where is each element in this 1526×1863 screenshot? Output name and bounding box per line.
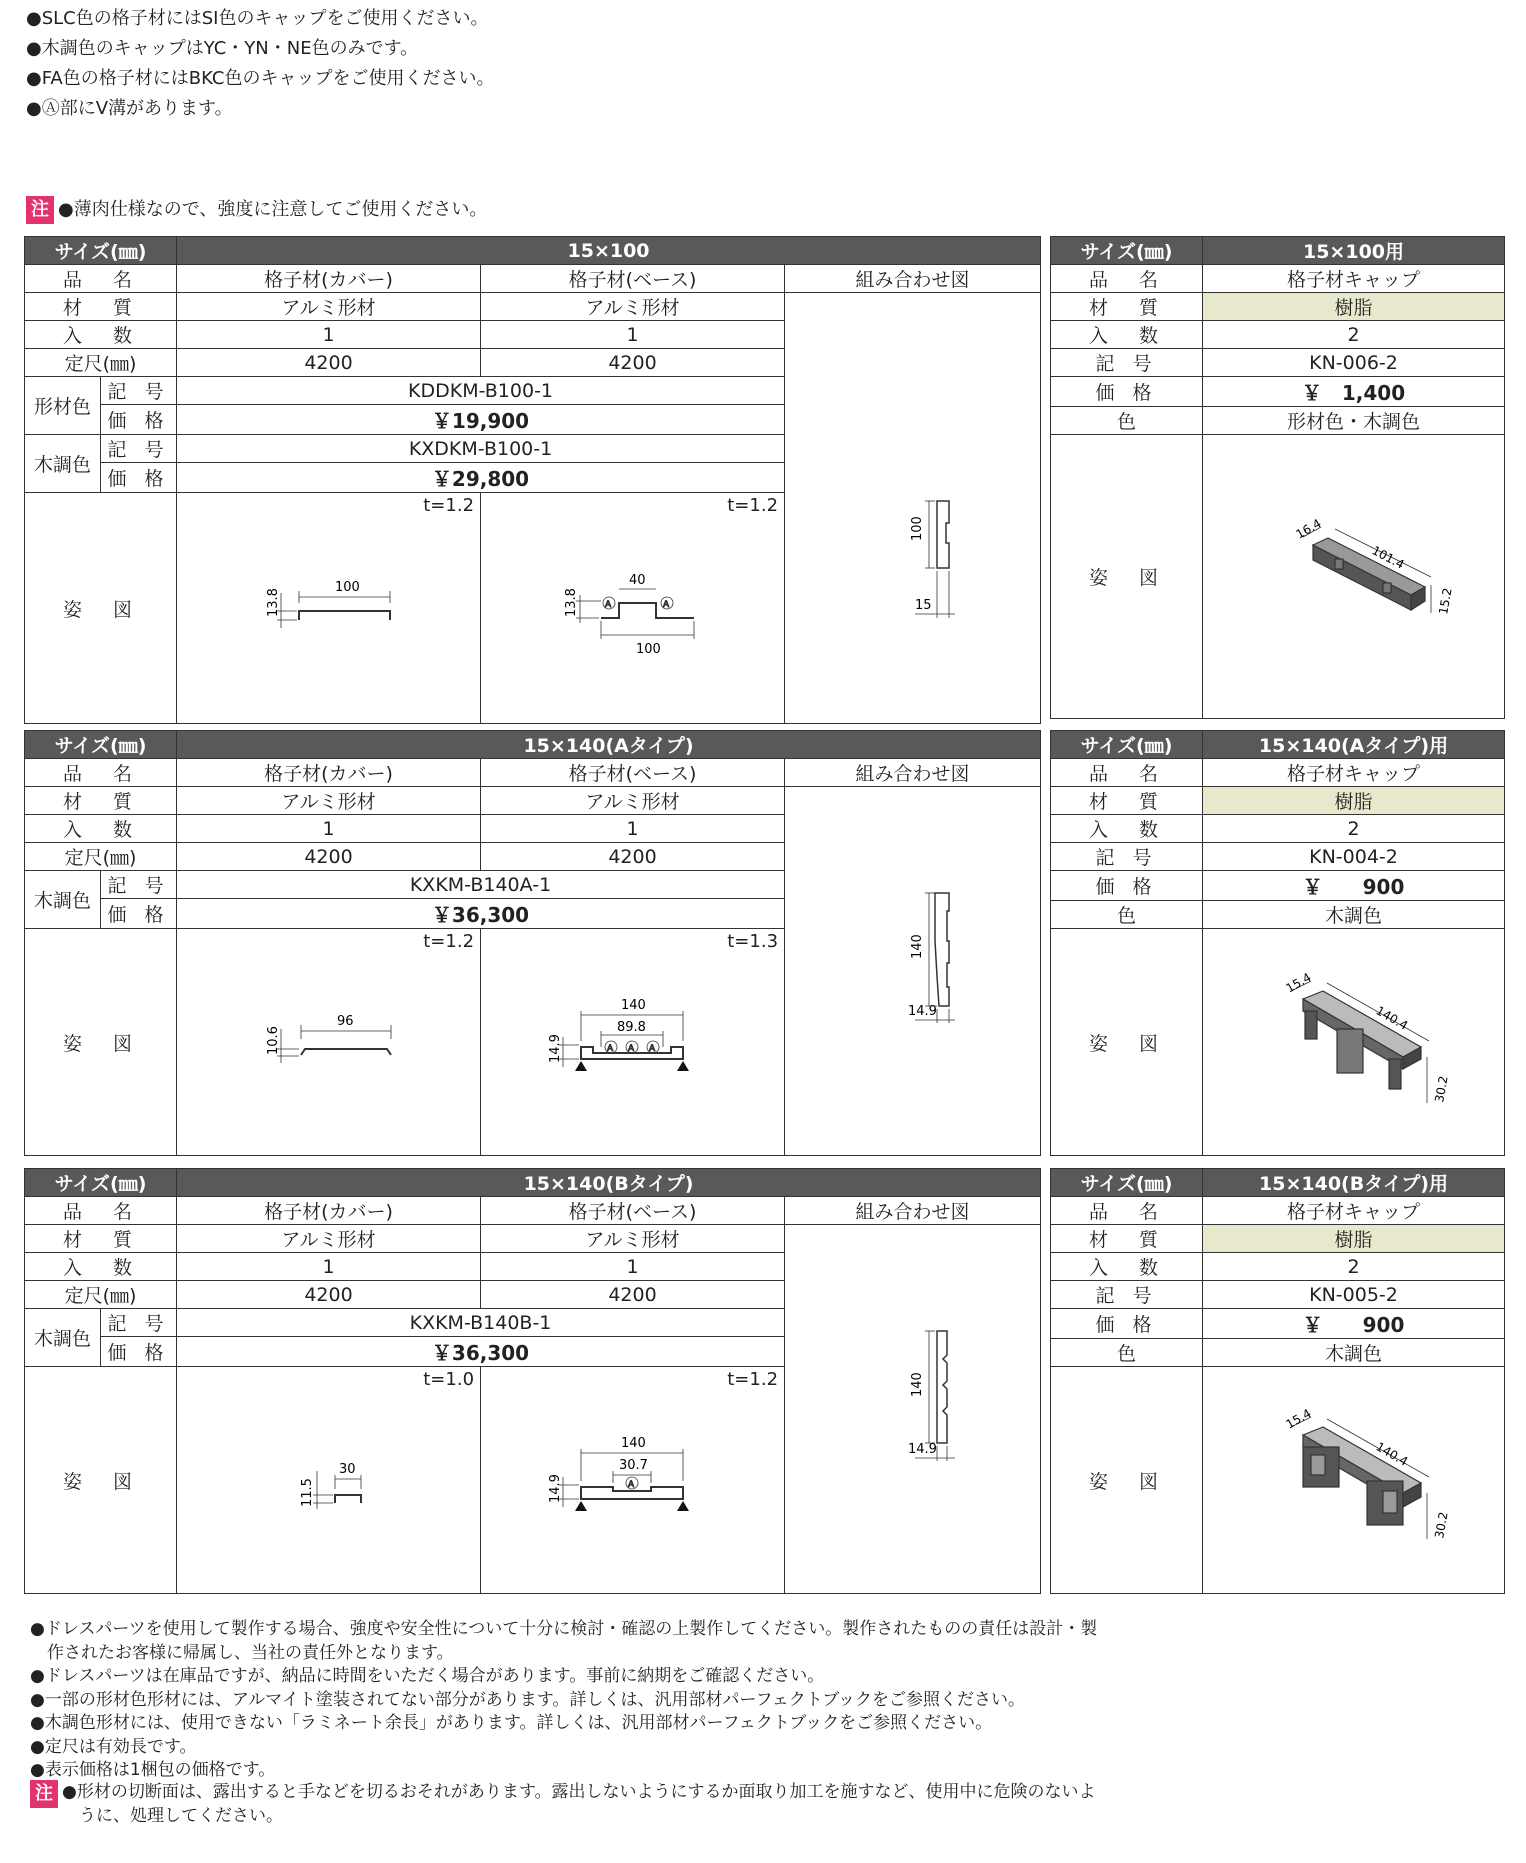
- qty-label: 入 数: [25, 321, 177, 349]
- cover-length: 4200: [177, 1281, 481, 1309]
- cap-color: 木調色: [1203, 901, 1505, 929]
- cap-figure: [1203, 435, 1505, 719]
- material-label: 材 質: [1051, 293, 1203, 321]
- base-name: 格子材(ベース): [481, 1197, 785, 1225]
- name-label: 品 名: [1051, 759, 1203, 787]
- base-dim-width: 100: [636, 642, 661, 657]
- cap-name: 格子材キャップ: [1203, 265, 1505, 293]
- qty-label: 入 数: [1051, 321, 1203, 349]
- cap-dim-depth: 16.4: [1293, 516, 1324, 542]
- cover-figure: [177, 1367, 481, 1594]
- cover-figure: [177, 929, 481, 1156]
- base-figure: [481, 929, 785, 1156]
- figure-label: 姿 図: [25, 493, 177, 724]
- cap-code: KN-004-2: [1203, 843, 1505, 871]
- base-length: 4200: [481, 1281, 785, 1309]
- cap-price: ￥ 900: [1203, 1309, 1505, 1339]
- bottom-note: ●ドレスパーツを使用して製作する場合、強度や安全性について十分に検討・確認の上製作してください。製作されたものの責任は設計・製: [30, 1619, 1098, 1639]
- price-label: 価 格: [1051, 871, 1203, 901]
- base-dim-height: 14.9: [548, 1034, 564, 1063]
- bottom-note: ●木調色形材には、使用できない「ラミネート余長」があります。詳しくは、汎用部材パーフェクトブックをご参照ください。: [30, 1713, 993, 1733]
- price-label: 価 格: [1051, 1309, 1203, 1339]
- code-label: 記 号: [1051, 1281, 1203, 1309]
- figure-label: 姿 図: [1051, 435, 1203, 719]
- bottom-note: ●表示価格は1梱包の価格です。: [30, 1760, 276, 1780]
- cover-length: 4200: [177, 843, 481, 871]
- bottom-note: 作されたお客様に帰属し、当社の責任外となります。: [30, 1642, 454, 1663]
- cap-name: 格子材キャップ: [1203, 759, 1505, 787]
- combo-dim-width: 15: [915, 598, 932, 613]
- spec-table-15x100: [24, 236, 1041, 724]
- cap-dim-length: 140.4: [1373, 1003, 1411, 1033]
- combo-dim-length: 140: [910, 1372, 926, 1397]
- base-length: 4200: [481, 349, 785, 377]
- cover-material: アルミ形材: [177, 1225, 481, 1253]
- cover-dim-height: 10.6: [266, 1026, 282, 1055]
- top-note: ●FA色の格子材にはBKC色のキャップをご使用ください。: [26, 68, 495, 89]
- base-name: 格子材(ベース): [481, 265, 785, 293]
- cap-color: 形材色・木調色: [1203, 407, 1505, 435]
- size-label: サイズ(㎜): [1051, 1169, 1203, 1197]
- wood-price: ￥36,300: [177, 899, 785, 929]
- code-label: 記 号: [101, 377, 177, 405]
- cap-name: 格子材キャップ: [1203, 1197, 1505, 1225]
- qty-label: 入 数: [1051, 815, 1203, 843]
- name-label: 品 名: [25, 759, 177, 787]
- combo-label: 組み合わせ図: [785, 265, 1041, 293]
- v-groove-mark: A: [663, 600, 670, 610]
- bottom-notes: [30, 1618, 1097, 1783]
- length-label: 定尺(㎜): [25, 843, 177, 871]
- base-dim-height: 14.9: [548, 1474, 564, 1503]
- size-label: サイズ(㎜): [1051, 237, 1203, 265]
- cap-table-15x140b: [1050, 1168, 1505, 1594]
- material-label: 材 質: [25, 293, 177, 321]
- name-label: 品 名: [1051, 265, 1203, 293]
- wood-color-label: 木調色: [25, 435, 101, 493]
- code-label: 記 号: [1051, 349, 1203, 377]
- combo-dim-length: 140: [910, 934, 926, 959]
- base-material: アルミ形材: [481, 293, 785, 321]
- cap-price: ￥ 900: [1203, 871, 1505, 901]
- name-label: 品 名: [1051, 1197, 1203, 1225]
- caution-top: [26, 195, 487, 224]
- cap-material: 樹脂: [1203, 787, 1505, 815]
- wood-code: KXKM-B140B-1: [177, 1309, 785, 1337]
- cover-dim-height: 13.8: [266, 588, 282, 617]
- combo-dim-width: 14.9: [908, 1442, 937, 1457]
- combo-label: 組み合わせ図: [785, 759, 1041, 787]
- wood-price: ￥36,300: [177, 1337, 785, 1367]
- code-label: 記 号: [101, 435, 177, 463]
- v-groove-mark: A: [628, 1480, 635, 1490]
- thickness-value: t=1.2: [727, 495, 779, 516]
- qty-label: 入 数: [25, 1253, 177, 1281]
- cap-figure: [1203, 1367, 1505, 1594]
- cap-code: KN-006-2: [1203, 349, 1505, 377]
- size-value: 15×100: [177, 237, 1041, 265]
- cover-dim-width: 100: [335, 580, 360, 595]
- cover-qty: 1: [177, 321, 481, 349]
- support-triangle-icon: [677, 1061, 689, 1071]
- cap-qty: 2: [1203, 815, 1505, 843]
- base-length: 4200: [481, 843, 785, 871]
- size-label: サイズ(㎜): [25, 731, 177, 759]
- cap-size: 15×140(Aタイプ)用: [1203, 731, 1505, 759]
- color-label: 色: [1051, 901, 1203, 929]
- color-label: 色: [1051, 407, 1203, 435]
- price-label: 価 格: [101, 899, 177, 929]
- size-value: 15×140(Bタイプ): [177, 1169, 1041, 1197]
- v-groove-mark: A: [649, 1044, 656, 1054]
- cap-table-15x100: [1050, 236, 1505, 719]
- size-label: サイズ(㎜): [25, 1169, 177, 1197]
- cover-length: 4200: [177, 349, 481, 377]
- length-label: 定尺(㎜): [25, 349, 177, 377]
- cap-figure: [1203, 929, 1505, 1156]
- bottom-note: ●定尺は有効長です。: [30, 1736, 197, 1757]
- combo-diagram: [785, 1225, 1041, 1594]
- shape-code: KDDKM-B100-1: [177, 377, 785, 405]
- base-dim-inner: 40: [629, 573, 646, 588]
- combo-dim-length: 100: [910, 516, 926, 541]
- base-figure: [481, 1367, 785, 1594]
- wood-code: KXKM-B140A-1: [177, 871, 785, 899]
- caution-text: ●薄肉仕様なので、強度に注意してご使用ください。: [58, 199, 488, 220]
- cap-color: 木調色: [1203, 1339, 1505, 1367]
- price-label: 価 格: [101, 405, 177, 435]
- support-triangle-icon: [575, 1061, 587, 1071]
- base-dim-inner: 30.7: [619, 1458, 648, 1473]
- cap-code: KN-005-2: [1203, 1281, 1505, 1309]
- wood-color-label: 木調色: [25, 871, 101, 929]
- base-qty: 1: [481, 815, 785, 843]
- caution-bottom: [30, 1780, 1095, 1828]
- base-dim-width: 140: [621, 998, 646, 1013]
- cover-dim-width: 96: [337, 1014, 354, 1029]
- caution-bottom-line: うに、処理してください。: [62, 1806, 283, 1826]
- cap-qty: 2: [1203, 321, 1505, 349]
- code-label: 記 号: [101, 871, 177, 899]
- wood-price: ￥29,800: [177, 463, 785, 493]
- cap-dim-depth: 15.4: [1283, 1406, 1314, 1432]
- cover-material: アルミ形材: [177, 787, 481, 815]
- cover-qty: 1: [177, 1253, 481, 1281]
- wood-color-label: 木調色: [25, 1309, 101, 1367]
- top-note: ●SLC色の格子材にはSI色のキャップをご使用ください。: [26, 8, 489, 29]
- length-label: 定尺(㎜): [25, 1281, 177, 1309]
- wood-code: KXDKM-B100-1: [177, 435, 785, 463]
- cap-size: 15×100用: [1203, 237, 1505, 265]
- base-name: 格子材(ベース): [481, 759, 785, 787]
- bottom-note: ●ドレスパーツは在庫品ですが、納品に時間をいただく場合があります。事前に納期をご確認ください。: [30, 1666, 825, 1686]
- cap-size: 15×140(Bタイプ)用: [1203, 1169, 1505, 1197]
- cover-name: 格子材(カバー): [177, 1197, 481, 1225]
- v-groove-mark: A: [605, 600, 612, 610]
- spec-table-15x140a: [24, 730, 1041, 1156]
- price-label: 価 格: [101, 1337, 177, 1367]
- top-notes: [26, 4, 494, 124]
- shape-price: ￥19,900: [177, 405, 785, 435]
- size-label: サイズ(㎜): [1051, 731, 1203, 759]
- thickness-value: t=1.2: [727, 1369, 779, 1390]
- qty-label: 入 数: [25, 815, 177, 843]
- combo-dim-width: 14.9: [908, 1004, 937, 1019]
- cap-dim-height: 30.2: [1432, 1074, 1451, 1104]
- cap-table-15x140a: [1050, 730, 1505, 1156]
- name-label: 品 名: [25, 265, 177, 293]
- cap-dim-height: 30.2: [1432, 1510, 1451, 1540]
- cap-dim-height: 15.2: [1436, 586, 1455, 616]
- price-label: 価 格: [1051, 377, 1203, 407]
- caution-mark: 注: [26, 196, 54, 224]
- material-label: 材 質: [25, 787, 177, 815]
- thickness-value: t=1.2: [423, 931, 475, 952]
- size-value: 15×140(Aタイプ): [177, 731, 1041, 759]
- top-note: ●Ⓐ部にV溝があります。: [26, 98, 233, 119]
- cover-name: 格子材(カバー): [177, 759, 481, 787]
- support-triangle-icon: [677, 1501, 689, 1511]
- cover-material: アルミ形材: [177, 293, 481, 321]
- price-label: 価 格: [101, 463, 177, 493]
- caution-bottom-line: ●形材の切断面は、露出すると手などを切るおそれがあります。露出しないようにするか面取り加工を施すなど、使用中に危険のないよ: [62, 1782, 1096, 1802]
- cap-dim-length: 140.4: [1373, 1439, 1411, 1469]
- qty-label: 入 数: [1051, 1253, 1203, 1281]
- v-groove-mark: A: [607, 1044, 614, 1054]
- cover-dim-height: 11.5: [300, 1478, 316, 1507]
- v-groove-mark: A: [628, 1044, 635, 1054]
- support-triangle-icon: [575, 1501, 587, 1511]
- combo-label: 組み合わせ図: [785, 1197, 1041, 1225]
- thickness-value: t=1.3: [727, 931, 779, 952]
- cap-dim-depth: 15.4: [1283, 970, 1314, 996]
- base-dim-width: 140: [621, 1436, 646, 1451]
- top-note: ●木調色のキャップはYC・YN・NE色のみです。: [26, 38, 419, 59]
- cap-qty: 2: [1203, 1253, 1505, 1281]
- cap-dim-length: 101.4: [1369, 543, 1407, 572]
- code-label: 記 号: [1051, 843, 1203, 871]
- combo-diagram: [785, 293, 1041, 724]
- size-label: サイズ(㎜): [25, 237, 177, 265]
- cap-material: 樹脂: [1203, 293, 1505, 321]
- material-label: 材 質: [25, 1225, 177, 1253]
- name-label: 品 名: [25, 1197, 177, 1225]
- cover-dim-width: 30: [339, 1462, 356, 1477]
- bottom-note: ●一部の形材色形材には、アルマイト塗装されてない部分があります。詳しくは、汎用部材パーフェクトブックをご参照ください。: [30, 1689, 1026, 1710]
- caution-mark: 注: [30, 1780, 58, 1808]
- base-material: アルミ形材: [481, 1225, 785, 1253]
- figure-label: 姿 図: [25, 1367, 177, 1594]
- spec-table-15x140b: [24, 1168, 1041, 1594]
- base-qty: 1: [481, 321, 785, 349]
- cap-price: ￥ 1,400: [1203, 377, 1505, 407]
- code-label: 記 号: [101, 1309, 177, 1337]
- base-dim-inner: 89.8: [617, 1020, 646, 1035]
- material-label: 材 質: [1051, 1225, 1203, 1253]
- base-figure: [481, 493, 785, 724]
- cover-qty: 1: [177, 815, 481, 843]
- base-material: アルミ形材: [481, 787, 785, 815]
- thickness-value: t=1.2: [423, 495, 475, 516]
- cover-figure: [177, 493, 481, 724]
- cap-material: 樹脂: [1203, 1225, 1505, 1253]
- cover-name: 格子材(カバー): [177, 265, 481, 293]
- figure-label: 姿 図: [1051, 929, 1203, 1156]
- base-qty: 1: [481, 1253, 785, 1281]
- figure-label: 姿 図: [25, 929, 177, 1156]
- shape-color-label: 形材色: [25, 377, 101, 435]
- material-label: 材 質: [1051, 787, 1203, 815]
- combo-diagram: [785, 787, 1041, 1156]
- figure-label: 姿 図: [1051, 1367, 1203, 1594]
- base-dim-height: 13.8: [564, 588, 580, 617]
- color-label: 色: [1051, 1339, 1203, 1367]
- thickness-value: t=1.0: [423, 1369, 475, 1390]
